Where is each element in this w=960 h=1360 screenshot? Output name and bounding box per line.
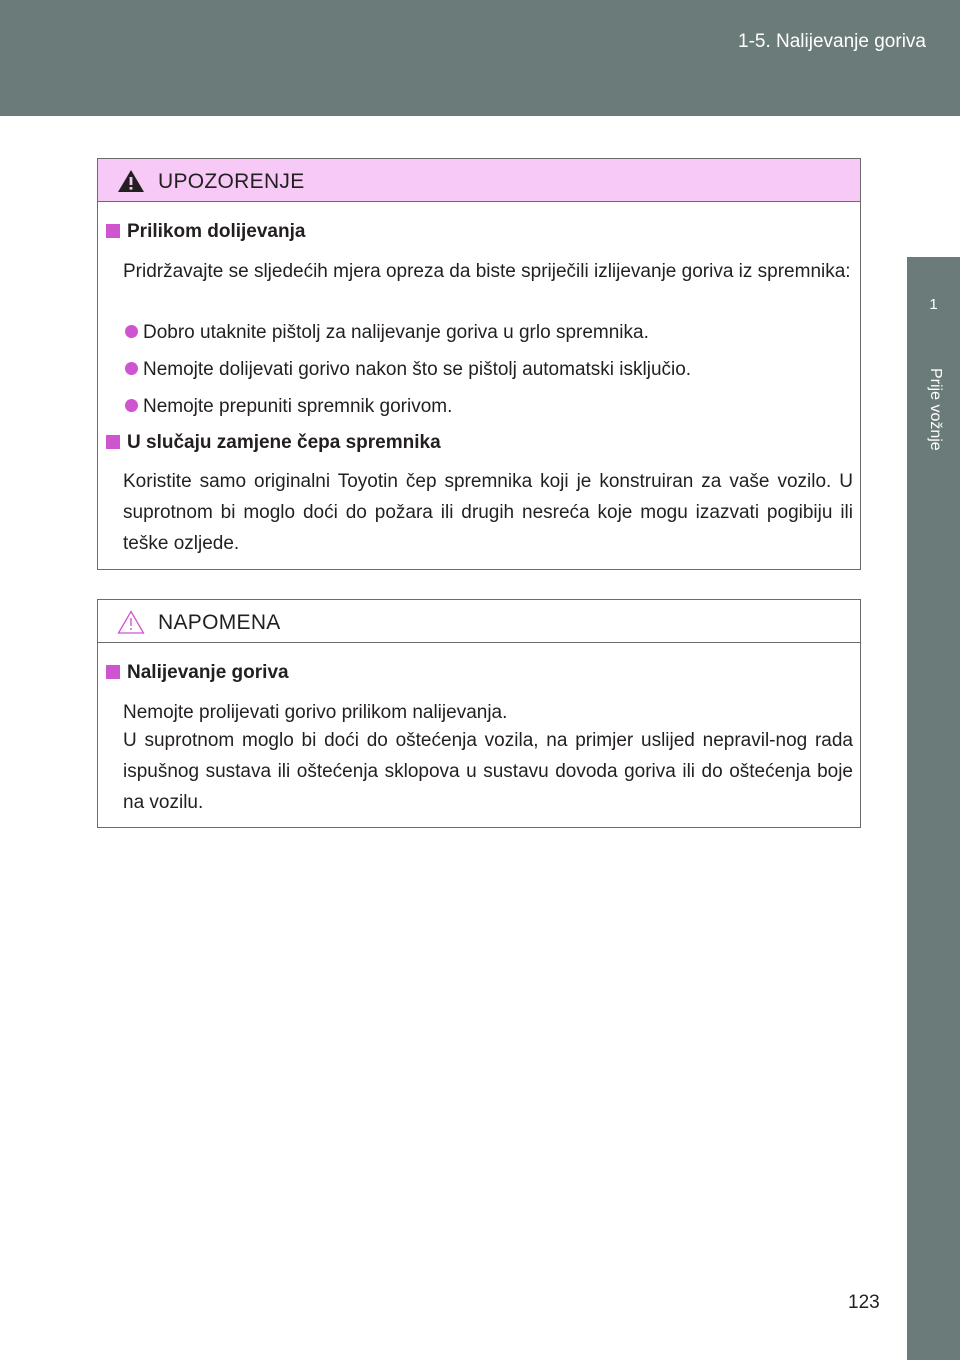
notice-paragraph: Nemojte prolijevati gorivo prilikom nalijevanja. (123, 702, 508, 723)
page-header-bar (0, 0, 960, 116)
warning-title: UPOZORENJE (158, 170, 305, 193)
warning-triangle-icon (117, 169, 145, 193)
chapter-side-strip (907, 355, 960, 1360)
notice-header (98, 600, 860, 643)
warning-subheading: Prilikom dolijevanja (106, 221, 305, 243)
round-bullet-icon (125, 325, 138, 338)
warning-paragraph: Koristite samo originalni Toyotin čep spremnika koji je konstruiran za vaše vozilo. U suprotnom bi moglo doći do požara ili drugih nesreća koje mogu izazvati pogibiju ili teške ozljede. (123, 471, 853, 554)
notice-subheading: Nalijevanje goriva (106, 662, 289, 684)
warning-paragraph: Pridržavajte se sljedećih mjera opreza da biste spriječili izlijevanje goriva iz spremnika: (123, 261, 851, 282)
list-item: Dobro utaknite pištolj za nalijevanje goriva u grlo spremnika. (125, 322, 649, 344)
chapter-tab (907, 257, 960, 355)
chapter-number: 1 (929, 296, 938, 313)
caution-triangle-outline-icon (117, 610, 145, 634)
square-bullet-icon (106, 665, 120, 679)
notice-box (97, 599, 861, 828)
chapter-label: Prije vožnje (927, 368, 944, 451)
warning-header (98, 159, 860, 202)
warning-subheading: U slučaju zamjene čepa spremnika (106, 432, 441, 454)
notice-paragraph: U suprotnom moglo bi doći do oštećenja vozila, na primjer uslijed nepravil-nog rada ispušnog sustava ili oštećenja sklopova u sustavu dovoda goriva ili do oštećenja boje na vozilu. (123, 730, 853, 813)
list-item: Nemojte dolijevati gorivo nakon što se pištolj automatski isključio. (125, 359, 691, 381)
notice-title: NAPOMENA (158, 611, 281, 634)
square-bullet-icon (106, 435, 120, 449)
list-item: Nemojte prepuniti spremnik gorivom. (125, 396, 452, 418)
page-number: 123 (848, 1292, 880, 1313)
round-bullet-icon (125, 399, 138, 412)
round-bullet-icon (125, 362, 138, 375)
square-bullet-icon (106, 224, 120, 238)
warning-box (97, 158, 861, 570)
section-title: 1-5. Nalijevanje goriva (738, 31, 926, 52)
